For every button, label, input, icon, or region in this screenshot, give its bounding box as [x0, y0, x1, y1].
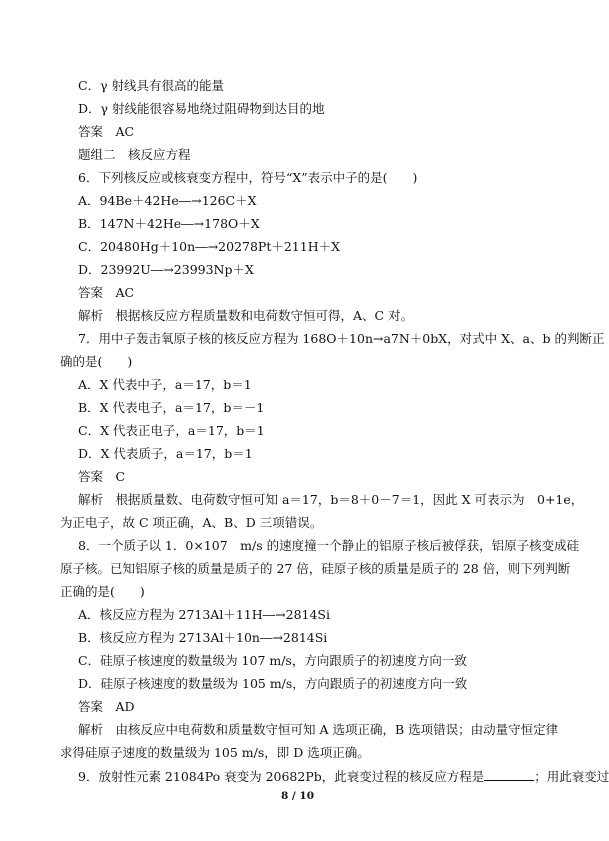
text-line: C．γ 射线具有很高的能量: [78, 78, 225, 93]
question-stem: [78, 768, 609, 785]
answer-line: 答案 AC: [78, 285, 135, 300]
analysis-line: 解析 根据质量数、电荷数守恒可知 a＝17，b＝8＋0－7＝1，因此 X 可表示为 0+1e，: [78, 492, 584, 507]
option-b: B．X 代表电子，a＝17，b＝－1: [78, 400, 265, 415]
option-d: D．硅原子核速度的数量级为 105 m/s，方向跟质子的初速度方向一致: [78, 676, 468, 691]
option-c: C．20480Hg＋10n―→20278Pt＋211H＋X: [78, 239, 341, 254]
answer-line: 答案 C: [78, 469, 126, 484]
question-stem-cont: 原子核。已知铝原子核的质量是质子的 27 倍，硅原子核的质量是质子的 28 倍，则下列判断: [60, 561, 571, 576]
option-d: D．X 代表质子，a＝17，b＝1: [78, 446, 253, 461]
question-stem: 7．用中子轰击氧原子核的核反应方程为 168O＋10n→a7N＋0bX，对式中 X、a、b 的判断正: [78, 331, 605, 346]
section-heading: 题组二 核反应方程: [78, 147, 191, 162]
answer-line: 答案 AC: [78, 124, 135, 139]
option-c: C．X 代表正电子，a＝17，b＝1: [78, 423, 265, 438]
analysis-line: 解析 由核反应中电荷数和质量数守恒可知 A 选项正确，B 选项错误；由动量守恒定律: [78, 722, 559, 737]
option-a: A．94Be＋42He―→126C＋X: [78, 193, 257, 208]
option-a: A．核反应方程为 2713Al＋11H―→2814Si: [78, 607, 330, 622]
question-stem-cont: 正确的是( ): [60, 584, 145, 599]
option-b: B．147N＋42He―→178O＋X: [78, 216, 260, 231]
analysis-line: 解析 根据核反应方程质量数和电荷数守恒可得，A、C 对。: [78, 308, 414, 323]
analysis-line-cont: 为正电子，故 C 项正确，A、B、D 三项错误。: [60, 515, 323, 530]
text-line: D．γ 射线能很容易地绕过阻碍物到达目的地: [78, 101, 325, 116]
question-stem: 8．一个质子以 1．0×107 m/s 的速度撞一个静止的铝原子核后被俘获，铝原子核变成硅: [78, 538, 580, 553]
question-stem: 6．下列核反应或核衰变方程中，符号“X”表示中子的是( ): [78, 170, 418, 185]
question-stem-cont: 确的是( ): [60, 354, 133, 369]
question-stem-part: ；用此衰变过: [534, 769, 609, 784]
option-a: A．X 代表中子，a＝17，b＝1: [78, 377, 252, 392]
page-number: 8 / 10: [280, 790, 315, 802]
answer-line: 答案 AD: [78, 699, 135, 714]
question-stem-part: 9．放射性元素 21084Po 衰变为 20682Pb，此衰变过程的核反应方程是: [78, 769, 485, 784]
option-c: C．硅原子核速度的数量级为 107 m/s，方向跟质子的初速度方向一致: [78, 653, 467, 668]
option-b: B．核反应方程为 2713Al＋10n―→2814Si: [78, 630, 328, 645]
analysis-line-cont: 求得硅原子速度的数量级为 105 m/s，即 D 选项正确。: [60, 745, 370, 760]
option-d: D．23992U―→23993Np＋X: [78, 262, 254, 277]
answer-blank: [484, 768, 534, 781]
